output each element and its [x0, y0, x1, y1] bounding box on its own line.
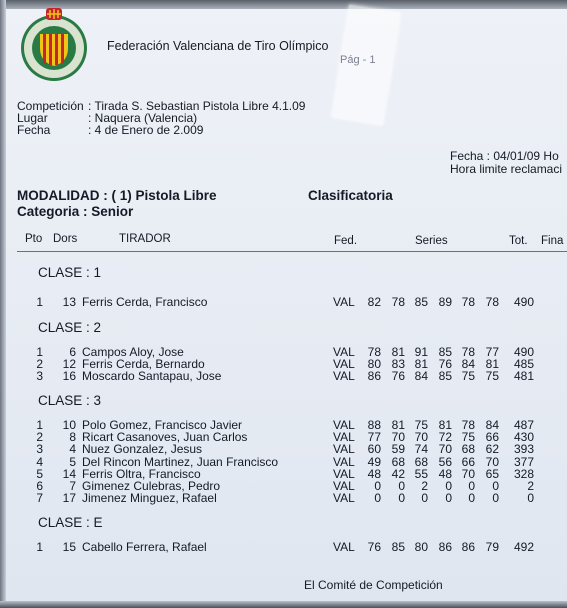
- row-total: 377: [513, 454, 534, 469]
- competition-value: : Tirada S. Sebastian Pistola Libre 4.1.09: [88, 99, 306, 113]
- row-position: 5: [36, 466, 43, 481]
- row-shooter: Campos Aloy, Jose: [82, 345, 184, 359]
- row-federation: VAL: [333, 345, 355, 359]
- row-series-score: 85: [438, 369, 452, 384]
- row-series-score: 75: [461, 369, 475, 384]
- class-title: CLASE : E: [38, 515, 103, 530]
- col-pto: Pto: [25, 233, 43, 245]
- row-total: 393: [513, 442, 534, 457]
- row-series-score: 86: [367, 369, 381, 384]
- row-series-score: 0: [374, 479, 381, 493]
- row-bib: 7: [69, 479, 76, 493]
- row-series-score: 86: [438, 540, 452, 554]
- row-bib: 8: [69, 430, 76, 445]
- row-series-score: 81: [391, 345, 405, 359]
- row-shooter: Ferris Oltra, Francisco: [82, 466, 201, 481]
- row-series-score: 70: [391, 430, 405, 445]
- row-total: 430: [513, 430, 534, 445]
- row-federation: VAL: [333, 454, 355, 469]
- row-series-score: 89: [438, 295, 452, 309]
- row-series-score: 0: [445, 491, 452, 506]
- row-series-score: 68: [391, 454, 405, 469]
- row-federation: VAL: [333, 418, 355, 432]
- col-series: Series: [415, 235, 448, 247]
- row-series-score: 42: [391, 466, 405, 481]
- row-total: 0: [527, 491, 534, 506]
- row-series-score: 62: [485, 442, 499, 457]
- row-total: 481: [513, 369, 534, 384]
- row-shooter: Gimenez Culebras, Pedro: [82, 479, 221, 493]
- row-series-score: 0: [398, 479, 405, 493]
- row-federation: VAL: [333, 479, 355, 493]
- row-shooter: Ferris Cerda, Bernardo: [82, 357, 205, 372]
- row-shooter: Ferris Cerda, Francisco: [82, 295, 208, 309]
- row-position: 1: [36, 295, 43, 309]
- header-rule: [17, 251, 567, 252]
- row-series-score: 70: [414, 430, 428, 445]
- row-federation: VAL: [333, 295, 355, 309]
- row-series-score: 70: [461, 466, 475, 481]
- row-series-score: 0: [492, 491, 499, 506]
- row-series-score: 81: [414, 357, 428, 372]
- row-series-score: 60: [367, 442, 381, 457]
- row-series-score: 80: [414, 540, 428, 554]
- row-series-score: 68: [414, 454, 428, 469]
- row-series-score: 85: [438, 345, 452, 359]
- row-position: 1: [36, 418, 43, 432]
- row-series-score: 82: [367, 295, 381, 309]
- row-position: 6: [36, 479, 43, 493]
- row-series-score: 48: [367, 466, 381, 481]
- row-series-score: 0: [421, 491, 428, 506]
- row-position: 3: [36, 369, 43, 384]
- date-value: : 4 de Enero de 2.009: [88, 123, 204, 137]
- row-bib: 14: [62, 466, 76, 481]
- row-bib: 17: [62, 491, 76, 506]
- row-series-score: 78: [391, 295, 405, 309]
- col-fed: Fed.: [334, 235, 358, 247]
- claim-limit: Hora limite reclamaci: [450, 162, 563, 176]
- row-series-score: 66: [461, 454, 475, 469]
- row-series-score: 81: [485, 357, 499, 372]
- row-shooter: Polo Gomez, Francisco Javier: [82, 418, 243, 432]
- row-series-score: 84: [461, 357, 475, 372]
- place-label: Lugar: [17, 111, 48, 125]
- row-shooter: Ricart Casanoves, Juan Carlos: [82, 430, 248, 445]
- row-position: 2: [36, 357, 43, 372]
- col-final: Fina: [541, 235, 564, 247]
- row-series-score: 0: [492, 479, 499, 493]
- round-label: Clasificatoria: [308, 188, 393, 203]
- row-series-score: 81: [391, 418, 405, 432]
- row-series-score: 56: [438, 454, 452, 469]
- row-series-score: 76: [367, 540, 381, 554]
- row-total: 485: [513, 357, 534, 372]
- row-series-score: 55: [414, 466, 428, 481]
- row-series-score: 79: [485, 540, 499, 554]
- row-federation: VAL: [333, 430, 355, 445]
- row-series-score: 76: [391, 369, 405, 384]
- row-bib: 16: [62, 369, 76, 384]
- row-bib: 13: [62, 295, 76, 309]
- row-series-score: 59: [391, 442, 405, 457]
- federation-logo: [16, 6, 92, 82]
- row-shooter: Moscardo Santapau, Jose: [82, 369, 222, 384]
- row-series-score: 0: [468, 479, 475, 493]
- row-series-score: 75: [485, 369, 499, 384]
- row-series-score: 84: [414, 369, 428, 384]
- row-position: 4: [36, 454, 43, 469]
- row-bib: 6: [69, 345, 76, 359]
- page-edge-left: [0, 0, 6, 608]
- row-federation: VAL: [333, 491, 355, 506]
- row-series-score: 75: [461, 430, 475, 445]
- row-series-score: 48: [438, 466, 452, 481]
- row-series-score: 88: [367, 418, 381, 432]
- row-bib: 4: [69, 442, 76, 457]
- row-federation: VAL: [333, 442, 355, 457]
- row-series-score: 91: [414, 345, 428, 359]
- row-position: 2: [36, 430, 43, 445]
- row-series-score: 74: [414, 442, 428, 457]
- row-series-score: 83: [391, 357, 405, 372]
- class-title: CLASE : 3: [38, 393, 102, 408]
- row-position: 1: [36, 345, 43, 359]
- modalidad: MODALIDAD : ( 1) Pistola Libre: [17, 188, 217, 203]
- row-federation: VAL: [333, 357, 355, 372]
- row-shooter: Cabello Ferrera, Rafael: [82, 540, 207, 554]
- row-series-score: 85: [391, 540, 405, 554]
- row-series-score: 70: [438, 442, 452, 457]
- class-title: CLASE : 2: [38, 320, 102, 335]
- row-position: 1: [36, 540, 43, 554]
- row-series-score: 75: [414, 418, 428, 432]
- row-total: 490: [513, 345, 534, 359]
- competition-label: Competición: [17, 99, 84, 113]
- row-series-score: 78: [367, 345, 381, 359]
- row-position: 3: [36, 442, 43, 457]
- row-total: 487: [513, 418, 534, 432]
- row-total: 328: [513, 466, 534, 481]
- row-series-score: 84: [485, 418, 499, 432]
- row-total: 490: [513, 295, 534, 309]
- row-shooter: Nuez Gonzalez, Jesus: [82, 442, 203, 457]
- row-series-score: 78: [461, 345, 475, 359]
- row-series-score: 77: [367, 430, 381, 445]
- place-value: : Naquera (Valencia): [88, 111, 198, 125]
- row-series-score: 72: [438, 430, 452, 445]
- row-bib: 10: [62, 418, 76, 432]
- row-series-score: 0: [374, 491, 381, 506]
- row-series-score: 0: [445, 479, 452, 493]
- row-series-score: 76: [438, 357, 452, 372]
- row-series-score: 78: [461, 418, 475, 432]
- row-shooter: Jimenez Minguez, Rafael: [82, 491, 217, 506]
- row-series-score: 78: [485, 295, 499, 309]
- row-series-score: 66: [485, 430, 499, 445]
- print-date: Fecha : 04/01/09 Ho: [450, 149, 559, 163]
- row-series-score: 2: [421, 479, 428, 493]
- row-series-score: 65: [485, 466, 499, 481]
- row-bib: 12: [62, 357, 76, 372]
- row-series-score: 81: [438, 418, 452, 432]
- row-series-score: 0: [398, 491, 405, 506]
- row-series-score: 80: [367, 357, 381, 372]
- federation-name: Federación Valenciana de Tiro Olímpico: [107, 39, 329, 53]
- row-series-score: 85: [414, 295, 428, 309]
- row-series-score: 68: [461, 442, 475, 457]
- page-label: Pág - 1: [340, 54, 376, 66]
- col-tirador: TIRADOR: [119, 233, 171, 245]
- row-federation: VAL: [333, 369, 355, 384]
- row-bib: 15: [62, 540, 76, 554]
- class-title: CLASE : 1: [38, 265, 102, 280]
- row-series-score: 86: [461, 540, 475, 554]
- page-edge-bottom: [0, 601, 567, 608]
- row-total: 492: [513, 540, 534, 554]
- row-federation: VAL: [333, 466, 355, 481]
- row-total: 2: [527, 479, 534, 493]
- col-tot: Tot.: [509, 235, 528, 247]
- row-series-score: 0: [468, 491, 475, 506]
- row-series-score: 70: [485, 454, 499, 469]
- row-series-score: 77: [485, 345, 499, 359]
- row-position: 7: [36, 491, 43, 506]
- row-series-score: 78: [461, 295, 475, 309]
- row-series-score: 49: [367, 454, 381, 469]
- date-label: Fecha: [17, 123, 51, 137]
- row-bib: 5: [69, 454, 76, 469]
- row-federation: VAL: [333, 540, 355, 554]
- col-dors: Dors: [53, 233, 78, 245]
- row-shooter: Del Rincon Martinez, Juan Francisco: [82, 454, 279, 469]
- footer-committee: El Comité de Competición: [304, 578, 443, 592]
- categoria: Categoria : Senior: [17, 204, 134, 219]
